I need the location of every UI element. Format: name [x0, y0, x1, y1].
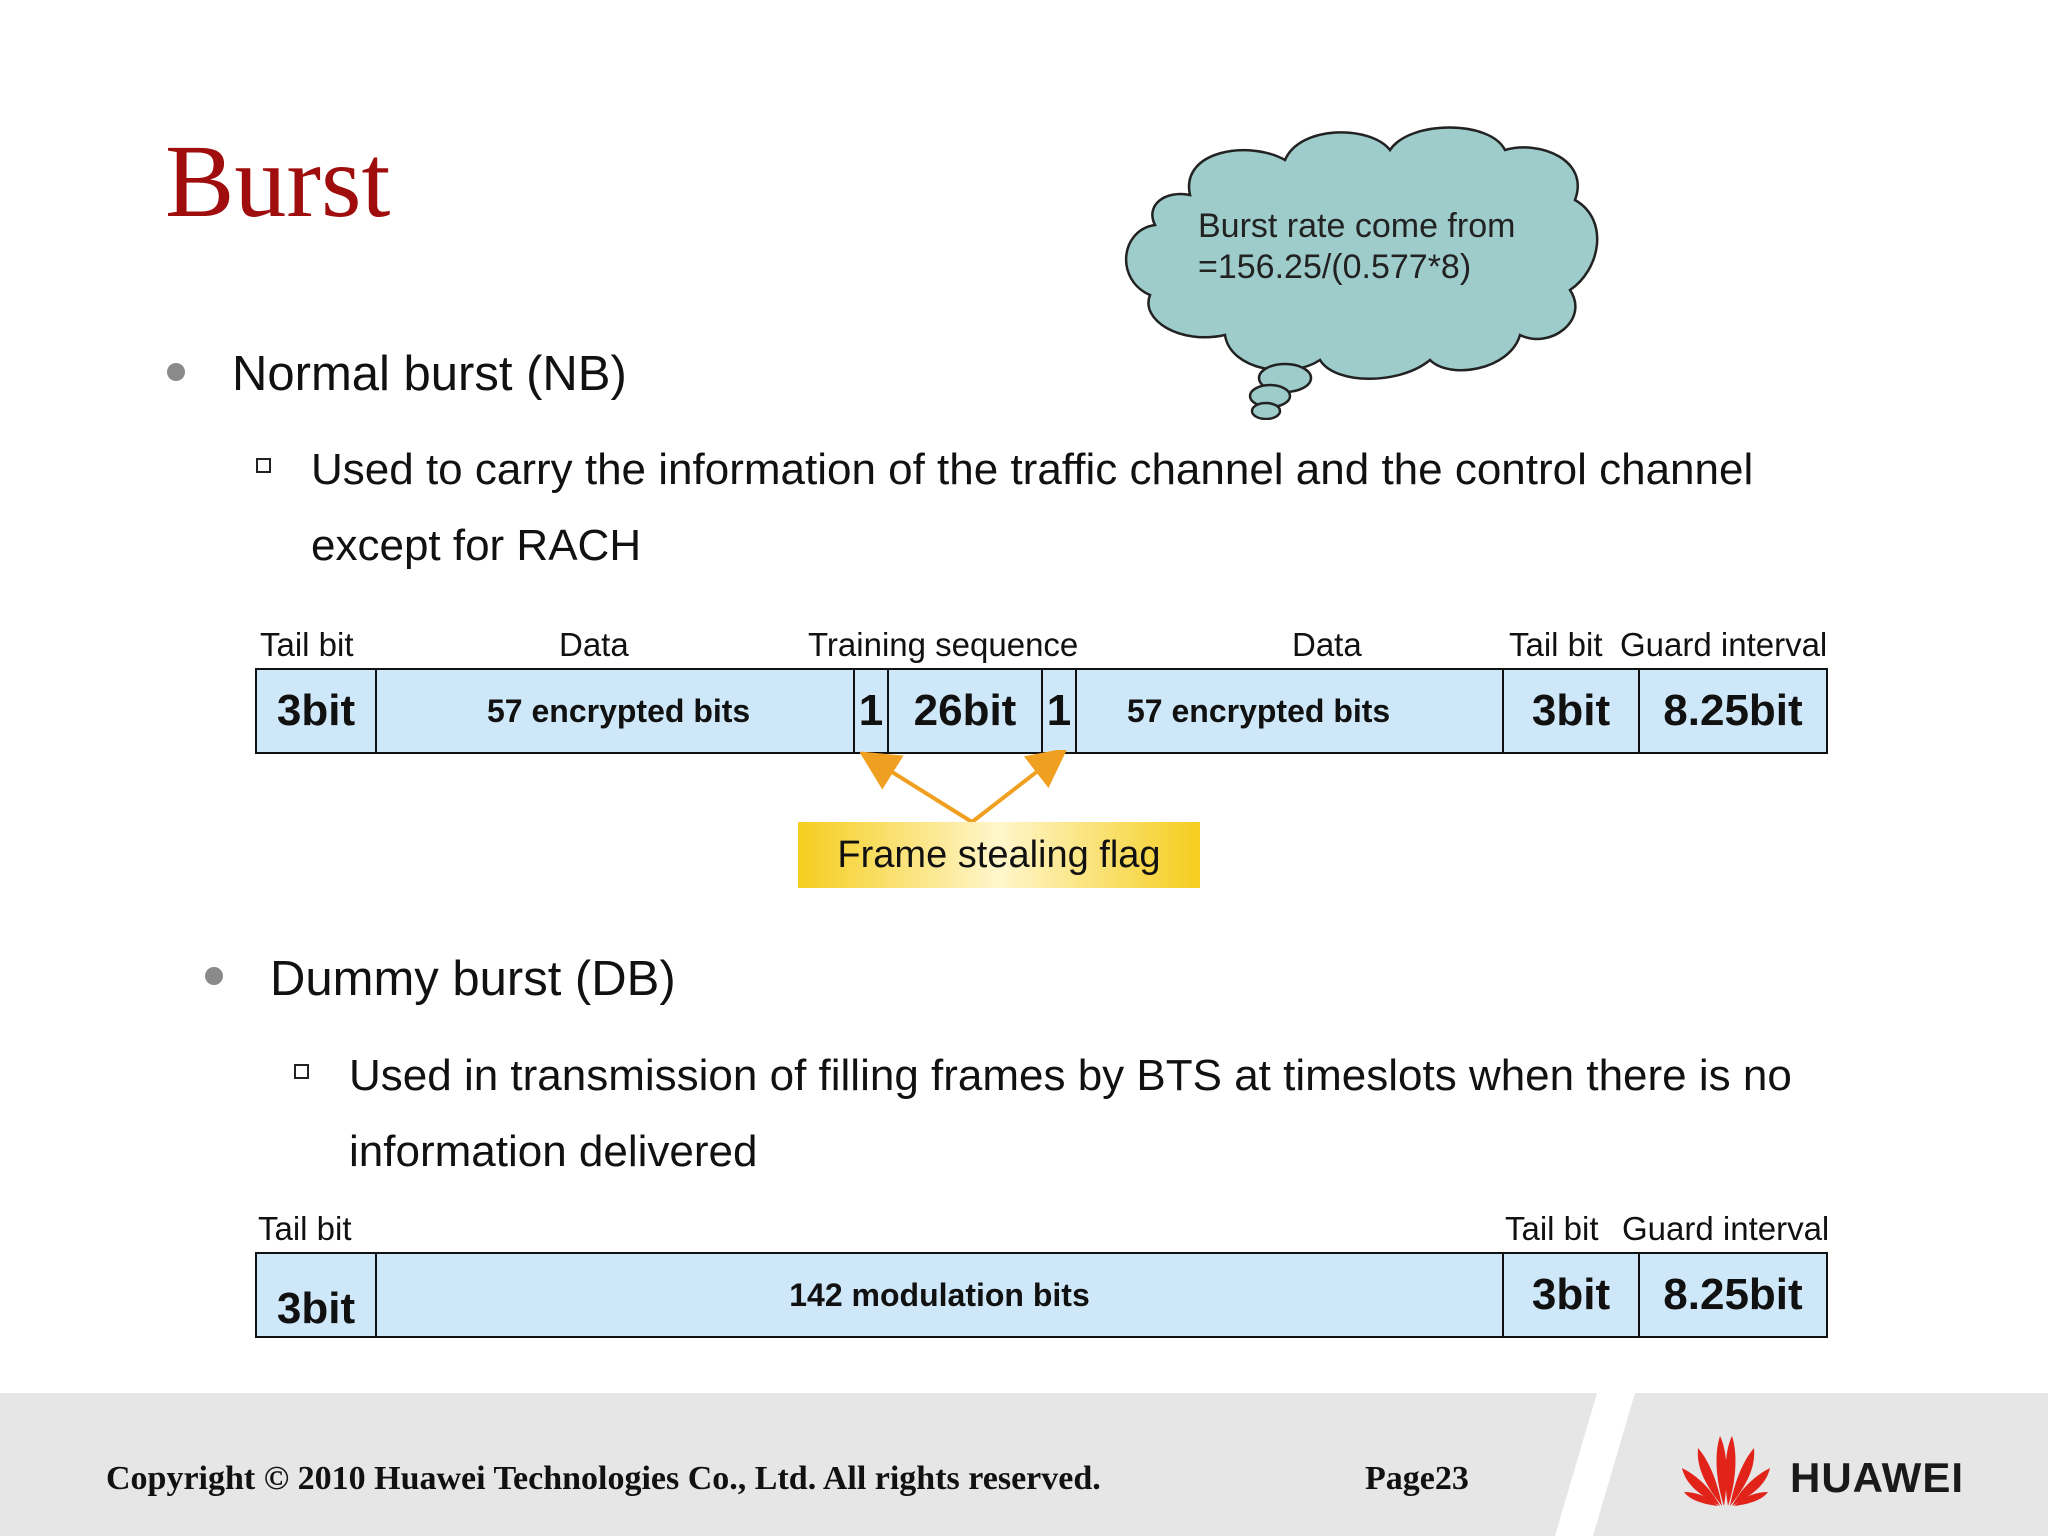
db-label-guard-interval: Guard interval — [1622, 1210, 1830, 1247]
callout-line-2: =156.25/(0.577*8) — [1198, 247, 1472, 286]
nb-cell-training-sequence: 26bit — [889, 670, 1043, 752]
stealing-flag-arrows — [860, 750, 1070, 830]
dummy-burst-desc-1: Used in transmission of filling frames by BTS at timeslots when there is no — [349, 1051, 1792, 1100]
huawei-flower-icon — [1680, 1432, 1772, 1508]
db-label-tail-bit-right: Tail bit — [1505, 1210, 1599, 1247]
footer-divider-stripe — [1555, 1393, 1635, 1536]
db-cell-tail-bit-right: 3bit — [1504, 1254, 1640, 1336]
nb-label-data-right: Data — [1292, 626, 1362, 663]
nb-label-training-sequence: Training sequence — [808, 626, 1079, 663]
normal-burst-frame — [255, 668, 1828, 754]
huawei-logo-text: HUAWEI — [1790, 1454, 1964, 1501]
db-cell-modulation-bits: 142 modulation bits — [377, 1254, 1504, 1336]
dummy-burst-heading: Dummy burst (DB) — [270, 952, 676, 1006]
normal-burst-heading: Normal burst (NB) — [232, 347, 627, 401]
footer-page-number: Page23 — [1365, 1460, 1469, 1497]
nb-cell-tail-bit: 3bit — [257, 670, 377, 752]
bullet-dot — [167, 363, 185, 381]
nb-cell-stealing-flag-right: 1 — [1043, 670, 1077, 752]
sub-bullet-icon — [256, 458, 271, 473]
bullet-dot — [205, 967, 223, 985]
nb-label-tail-bit-right: Tail bit — [1509, 626, 1603, 663]
dummy-burst-desc-2: information delivered — [349, 1127, 758, 1176]
dummy-burst-frame — [255, 1252, 1828, 1338]
nb-cell-data-left: 57 encrypted bits — [377, 670, 855, 752]
sub-bullet-icon — [294, 1064, 309, 1079]
normal-burst-desc-1: Used to carry the information of the traffic channel and the control channel — [311, 445, 1754, 494]
nb-cell-tail-bit-right: 3bit — [1504, 670, 1640, 752]
db-cell-guard-interval: 8.25bit — [1663, 1270, 1803, 1319]
callout-text — [1198, 206, 1515, 288]
db-cell-tail-bit: 3bit — [257, 1254, 377, 1336]
db-label-tail-bit-left: Tail bit — [258, 1210, 352, 1247]
normal-burst-desc-2: except for RACH — [311, 521, 642, 570]
nb-cell-guard-interval: 8.25bit — [1663, 686, 1803, 735]
frame-stealing-flag-label: Frame stealing flag — [837, 833, 1161, 876]
nb-label-guard-interval: Guard interval — [1620, 626, 1828, 663]
callout-line-1: Burst rate come from — [1198, 207, 1516, 245]
nb-label-tail-bit-left: Tail bit — [260, 626, 354, 663]
nb-cell-data-right: 57 encrypted bits — [1077, 670, 1504, 752]
frame-stealing-flag-callout — [798, 822, 1200, 888]
slide-title: Burst — [165, 124, 391, 239]
footer-copyright: Copyright © 2010 Huawei Technologies Co., Ltd. All rights reserved. — [106, 1460, 1101, 1497]
nb-cell-stealing-flag-left: 1 — [855, 670, 889, 752]
nb-label-data-left: Data — [559, 626, 629, 663]
